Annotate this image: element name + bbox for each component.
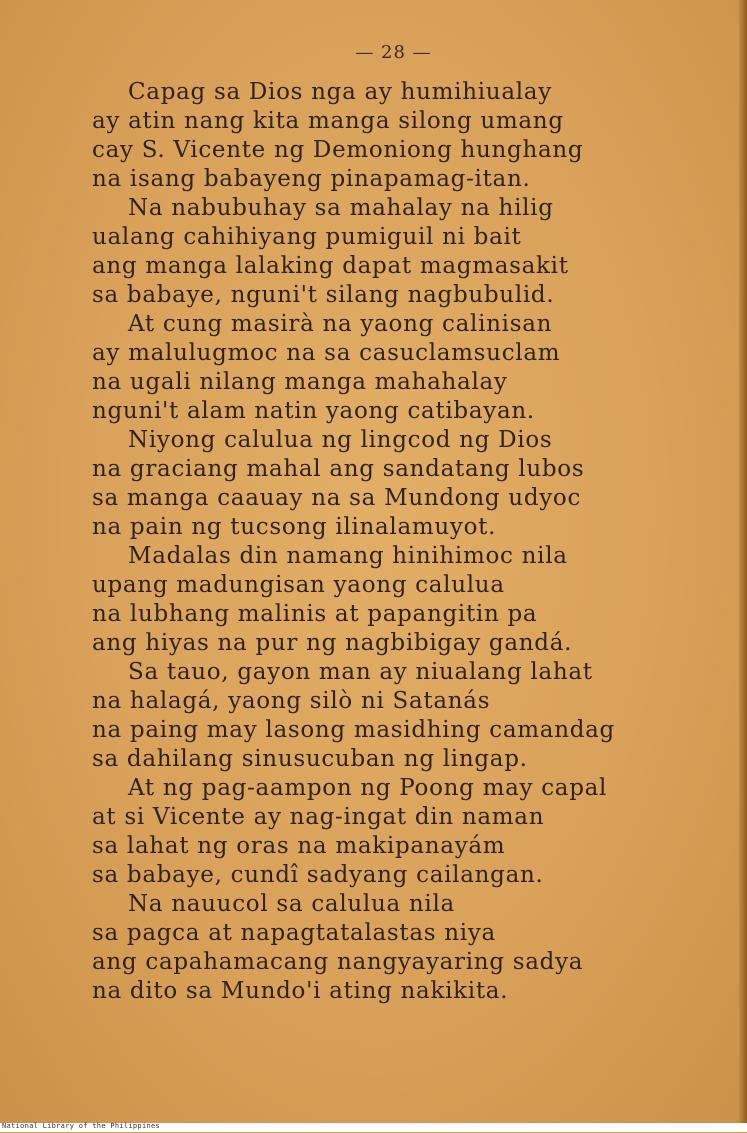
footer-strip <box>0 1123 747 1132</box>
poem-line: na ugali nilang manga mahahalay <box>92 369 508 395</box>
poem-line: sa babaye, nguni't silang nagbubulid. <box>92 282 555 308</box>
poem-line: Na nauucol sa calulua nila <box>128 891 455 917</box>
footer-credit: National Library of the Philippines <box>2 1122 161 1130</box>
poem-line: na isang babayeng pinapamag-itan. <box>92 166 531 192</box>
stanza <box>92 542 722 658</box>
page-number: — 28 — <box>355 42 432 63</box>
poem-line: sa dahilang sinusucuban ng lingap. <box>92 746 528 772</box>
poem-line: sa manga caauay na sa Mundong udyoc <box>92 485 582 511</box>
poem-line: sa babaye, cundî sadyang cailangan. <box>92 862 544 888</box>
poem-line: ang manga lalaking dapat magmasakit <box>92 253 569 279</box>
poem-line: at si Vicente ay nag-ingat din naman <box>92 804 545 830</box>
poem-line: At ng pag-aampon ng Poong may capal <box>128 775 608 801</box>
stanza <box>92 890 722 1006</box>
stanza <box>92 426 722 542</box>
poem-line: upang madungisan yaong calulua <box>92 572 505 598</box>
poem-line: sa lahat ng oras na makipanayám <box>92 833 506 859</box>
poem-line: na paing may lasong masidhing camandag <box>92 717 615 743</box>
poem-line: Na nabubuhay sa mahalay na hilig <box>128 195 554 221</box>
stanza <box>92 310 722 426</box>
poem-line: ang capahamacang nangyayaring sadya <box>92 949 584 975</box>
poem-line: Niyong calulua ng lingcod ng Dios <box>128 427 553 453</box>
poem-line: na graciang mahal ang sandatang lubos <box>92 456 585 482</box>
poem-line: ang hiyas na pur ng nagbibigay gandá. <box>92 630 573 656</box>
poem-line: Sa tauo, gayon man ay niualang lahat <box>128 659 593 685</box>
poem-line: Madalas din namang hinihimoc nila <box>128 543 568 569</box>
poem-line: ay malulugmoc na sa casuclamsuclam <box>92 340 561 366</box>
poem-line: At cung masirà na yaong calinisan <box>128 311 553 337</box>
stanza <box>92 194 722 310</box>
poem-line: na lubhang malinis at papangitin pa <box>92 601 538 627</box>
poem-line: ay atin nang kita manga silong umang <box>92 108 564 134</box>
poem-line: na dito sa Mundo'i ating nakikita. <box>92 978 509 1004</box>
poem-line: na pain ng tucsong ilinalamuyot. <box>92 514 497 540</box>
poem-line: cay S. Vicente ng Demoniong hunghang <box>92 137 584 163</box>
poem-line: Capag sa Dios nga ay humihiualay <box>128 79 552 105</box>
poem-line: nguni't alam natin yaong catibayan. <box>92 398 535 424</box>
stanza <box>92 78 722 194</box>
poem-line: na halagá, yaong silò ni Satanás <box>92 688 491 714</box>
stanza <box>92 658 722 774</box>
page-edge <box>739 0 747 1124</box>
poem-line: ualang cahihiyang pumiguil ni bait <box>92 224 522 250</box>
poem-body <box>92 78 722 1006</box>
stanza <box>92 774 722 890</box>
poem-line: sa pagca at napagtatalastas niya <box>92 920 496 946</box>
